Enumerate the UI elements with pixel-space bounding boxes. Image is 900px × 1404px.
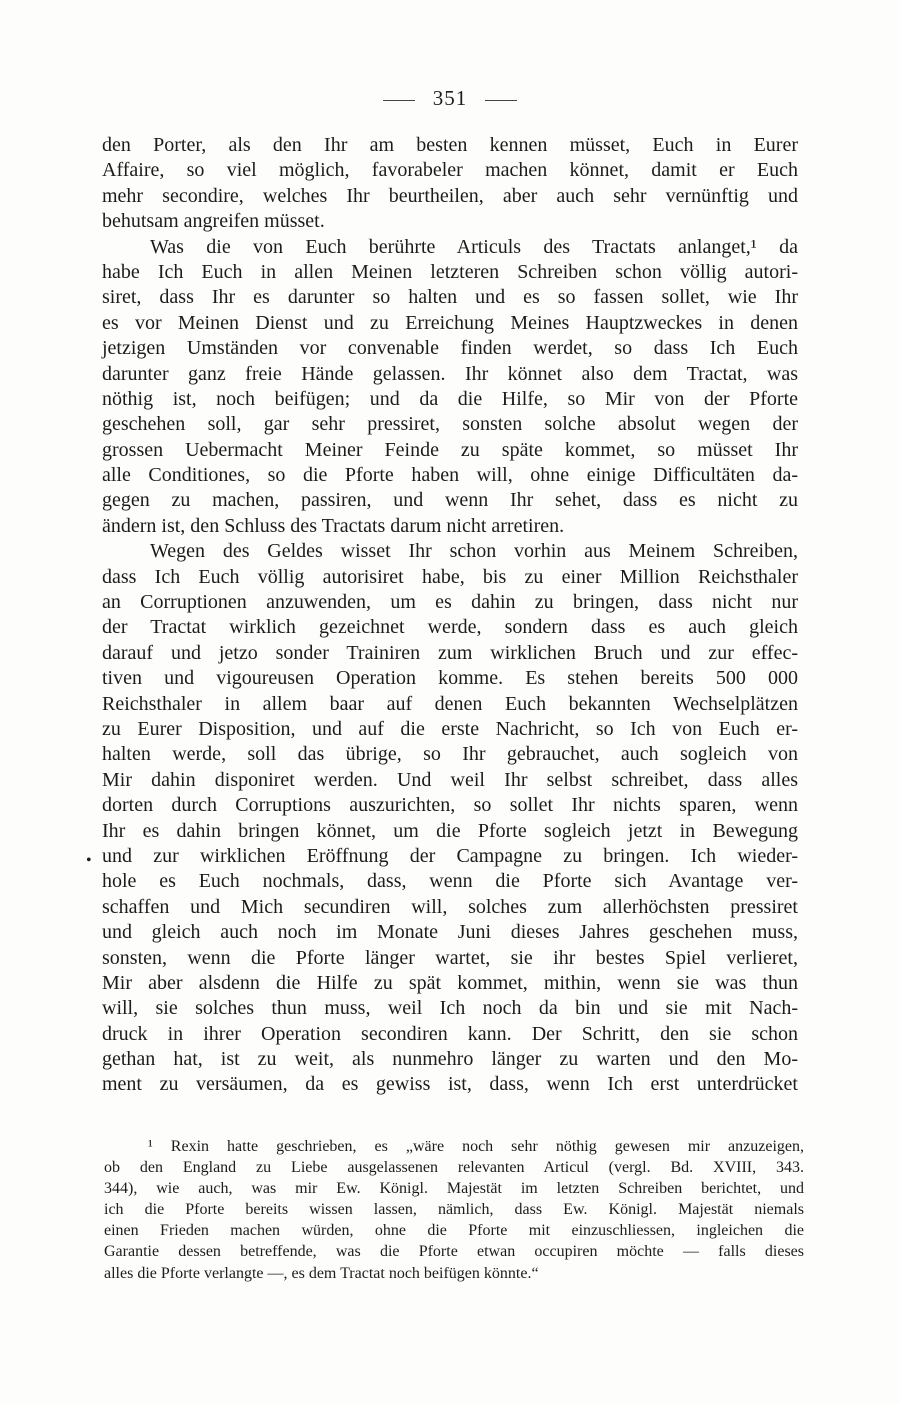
text-line: und gleich auch noch im Monate Juni dieses Jahres geschehen muss, [102, 921, 798, 944]
text-line: dorten durch Corruptions auszurichten, so sollet Ihr nichts sparen, wenn [102, 794, 798, 817]
footnote-line: 344), wie auch, was mir Ew. Königl. Majestät im letzten Schreiben berichtet, und [104, 1180, 804, 1198]
text-line: alle Conditiones, so die Pforte haben will, ohne einige Difficultäten da- [102, 464, 798, 487]
text-line: zu Eurer Disposition, und auf die erste Nachricht, so Ich von Euch er- [102, 717, 798, 740]
text-line: darauf und jetzo sonder Trainiren zum wirklichen Bruch und zur effec- [102, 641, 798, 664]
footnote-line: Garantie dessen betreffende, was die Pforte etwan occupiren möchte — falls dieses [104, 1243, 804, 1261]
text-line: Affaire, so viel möglich, favorabeler machen könnet, damit er Euch [102, 159, 798, 182]
text-line: den Porter, als den Ihr am besten kennen müsset, Euch in Eurer [102, 134, 798, 156]
footnote-line: einen Frieden machen würden, ohne die Pforte mit einzuschliessen, ingleichen die [104, 1222, 804, 1240]
text-line: Reichsthaler in allem baar auf denen Euch bekannten Wechselplätzen [102, 692, 798, 715]
text-line: gegen zu machen, passiren, und wenn Ihr sehet, dass es nicht zu [102, 489, 798, 512]
text-line: schaffen und Mich secundiren will, solches zum allerhöchsten pressiret [102, 895, 798, 918]
text-line: Mir aber alsdenn die Hilfe zu spät kommet, mithin, wenn sie was thun [102, 971, 798, 994]
margin-mark: • [86, 852, 92, 869]
footnote-line: ob den England zu Liebe ausgelassenen relevanten Articul (vergl. Bd. XVIII, 343. [104, 1159, 804, 1177]
header-rule-left [383, 100, 415, 101]
text-line: an Corruptionen anzuwenden, um es dahin zu bringen, dass nicht nur [102, 591, 798, 614]
text-line: ment zu versäumen, da es gewiss ist, dass, wenn Ich erst unterdrücket [102, 1073, 798, 1096]
header-rule-right [485, 100, 517, 101]
text-line: und zur wirklichen Eröffnung der Campagne zu bringen. Ich wieder- [102, 844, 798, 867]
text-line: grossen Uebermacht Meiner Feinde zu späte kommet, so müsset Ihr [102, 438, 798, 461]
text-line: Mir dahin disponiret werden. Und weil Ihr selbst schreibet, dass alles [102, 768, 798, 791]
footnote-block [104, 1136, 804, 1284]
text-line: Ihr es dahin bringen könnet, um die Pforte sogleich jetzt in Bewegung [102, 819, 798, 842]
text-line: dass Ich Euch völlig autorisiret habe, bis zu einer Million Reichsthaler [102, 565, 798, 588]
text-line: Was die von Euch berührte Articuls des Tractats anlanget,¹ da [150, 235, 798, 258]
text-line: behutsam angreifen müsset. [102, 210, 325, 233]
text-line: mehr secondire, welches Ihr beurtheilen, aber auch sehr vernünftig und [102, 184, 798, 207]
text-line: will, sie solches thun muss, weil Ich noch da bin und sie mit Nach- [102, 997, 798, 1020]
footnote-line: alles die Pforte verlangte —, es dem Tractat noch beifügen könnte.“ [104, 1264, 539, 1282]
text-line: siret, dass Ihr es darunter so halten und es so fassen sollet, wie Ihr [102, 286, 798, 309]
text-line: druck in ihrer Operation secondiren kann. Der Schritt, den sie schon [102, 1022, 798, 1045]
text-line: halten werde, soll das übrige, so Ihr gebrauchet, auch sogleich von [102, 743, 798, 766]
text-line: nöthig ist, noch beifügen; und da die Hilfe, so Mir von der Pforte [102, 387, 798, 410]
text-line: ändern ist, den Schluss des Tractats darum nicht arretiren. [102, 514, 565, 537]
page-number: 351 [432, 86, 468, 110]
page-header [0, 86, 900, 111]
text-line: der Tractat wirklich gezeichnet werde, sondern dass es auch gleich [102, 616, 798, 639]
footnote-line: ich die Pforte bereits wissen lassen, nämlich, dass Ew. Königl. Majestät niemals [104, 1201, 804, 1219]
text-line: sonsten, wenn die Pforte länger wartet, sie ihr bestes Spiel verlieret, [102, 946, 798, 969]
text-line: tiven und vigoureusen Operation komme. Es stehen bereits 500 000 [102, 667, 798, 690]
footnote-line: ¹ Rexin hatte geschrieben, es „wäre noch sehr nöthig gewesen mir anzuzeigen, [148, 1138, 804, 1155]
text-line: es vor Meinen Dienst und zu Erreichung Meines Hauptzweckes in denen [102, 311, 798, 334]
text-line: habe Ich Euch in allen Meinen letzteren Schreiben schon völlig autori- [102, 260, 798, 283]
text-line: geschehen soll, gar sehr pressiret, sonsten solche absolut wegen der [102, 413, 798, 436]
text-line: Wegen des Geldes wisset Ihr schon vorhin aus Meinem Schreiben, [150, 540, 798, 563]
text-line: gethan hat, ist zu weit, als nunmehro länger zu warten und den Mo- [102, 1048, 798, 1071]
text-line: jetzigen Umständen vor convenable finden werdet, so dass Ich Euch [102, 337, 798, 360]
main-text-block [102, 133, 798, 1098]
text-line: hole es Euch nochmals, dass, wenn die Pforte sich Avantage ver- [102, 870, 798, 893]
text-line: darunter ganz freie Hände gelassen. Ihr könnet also dem Tractat, was [102, 362, 798, 385]
